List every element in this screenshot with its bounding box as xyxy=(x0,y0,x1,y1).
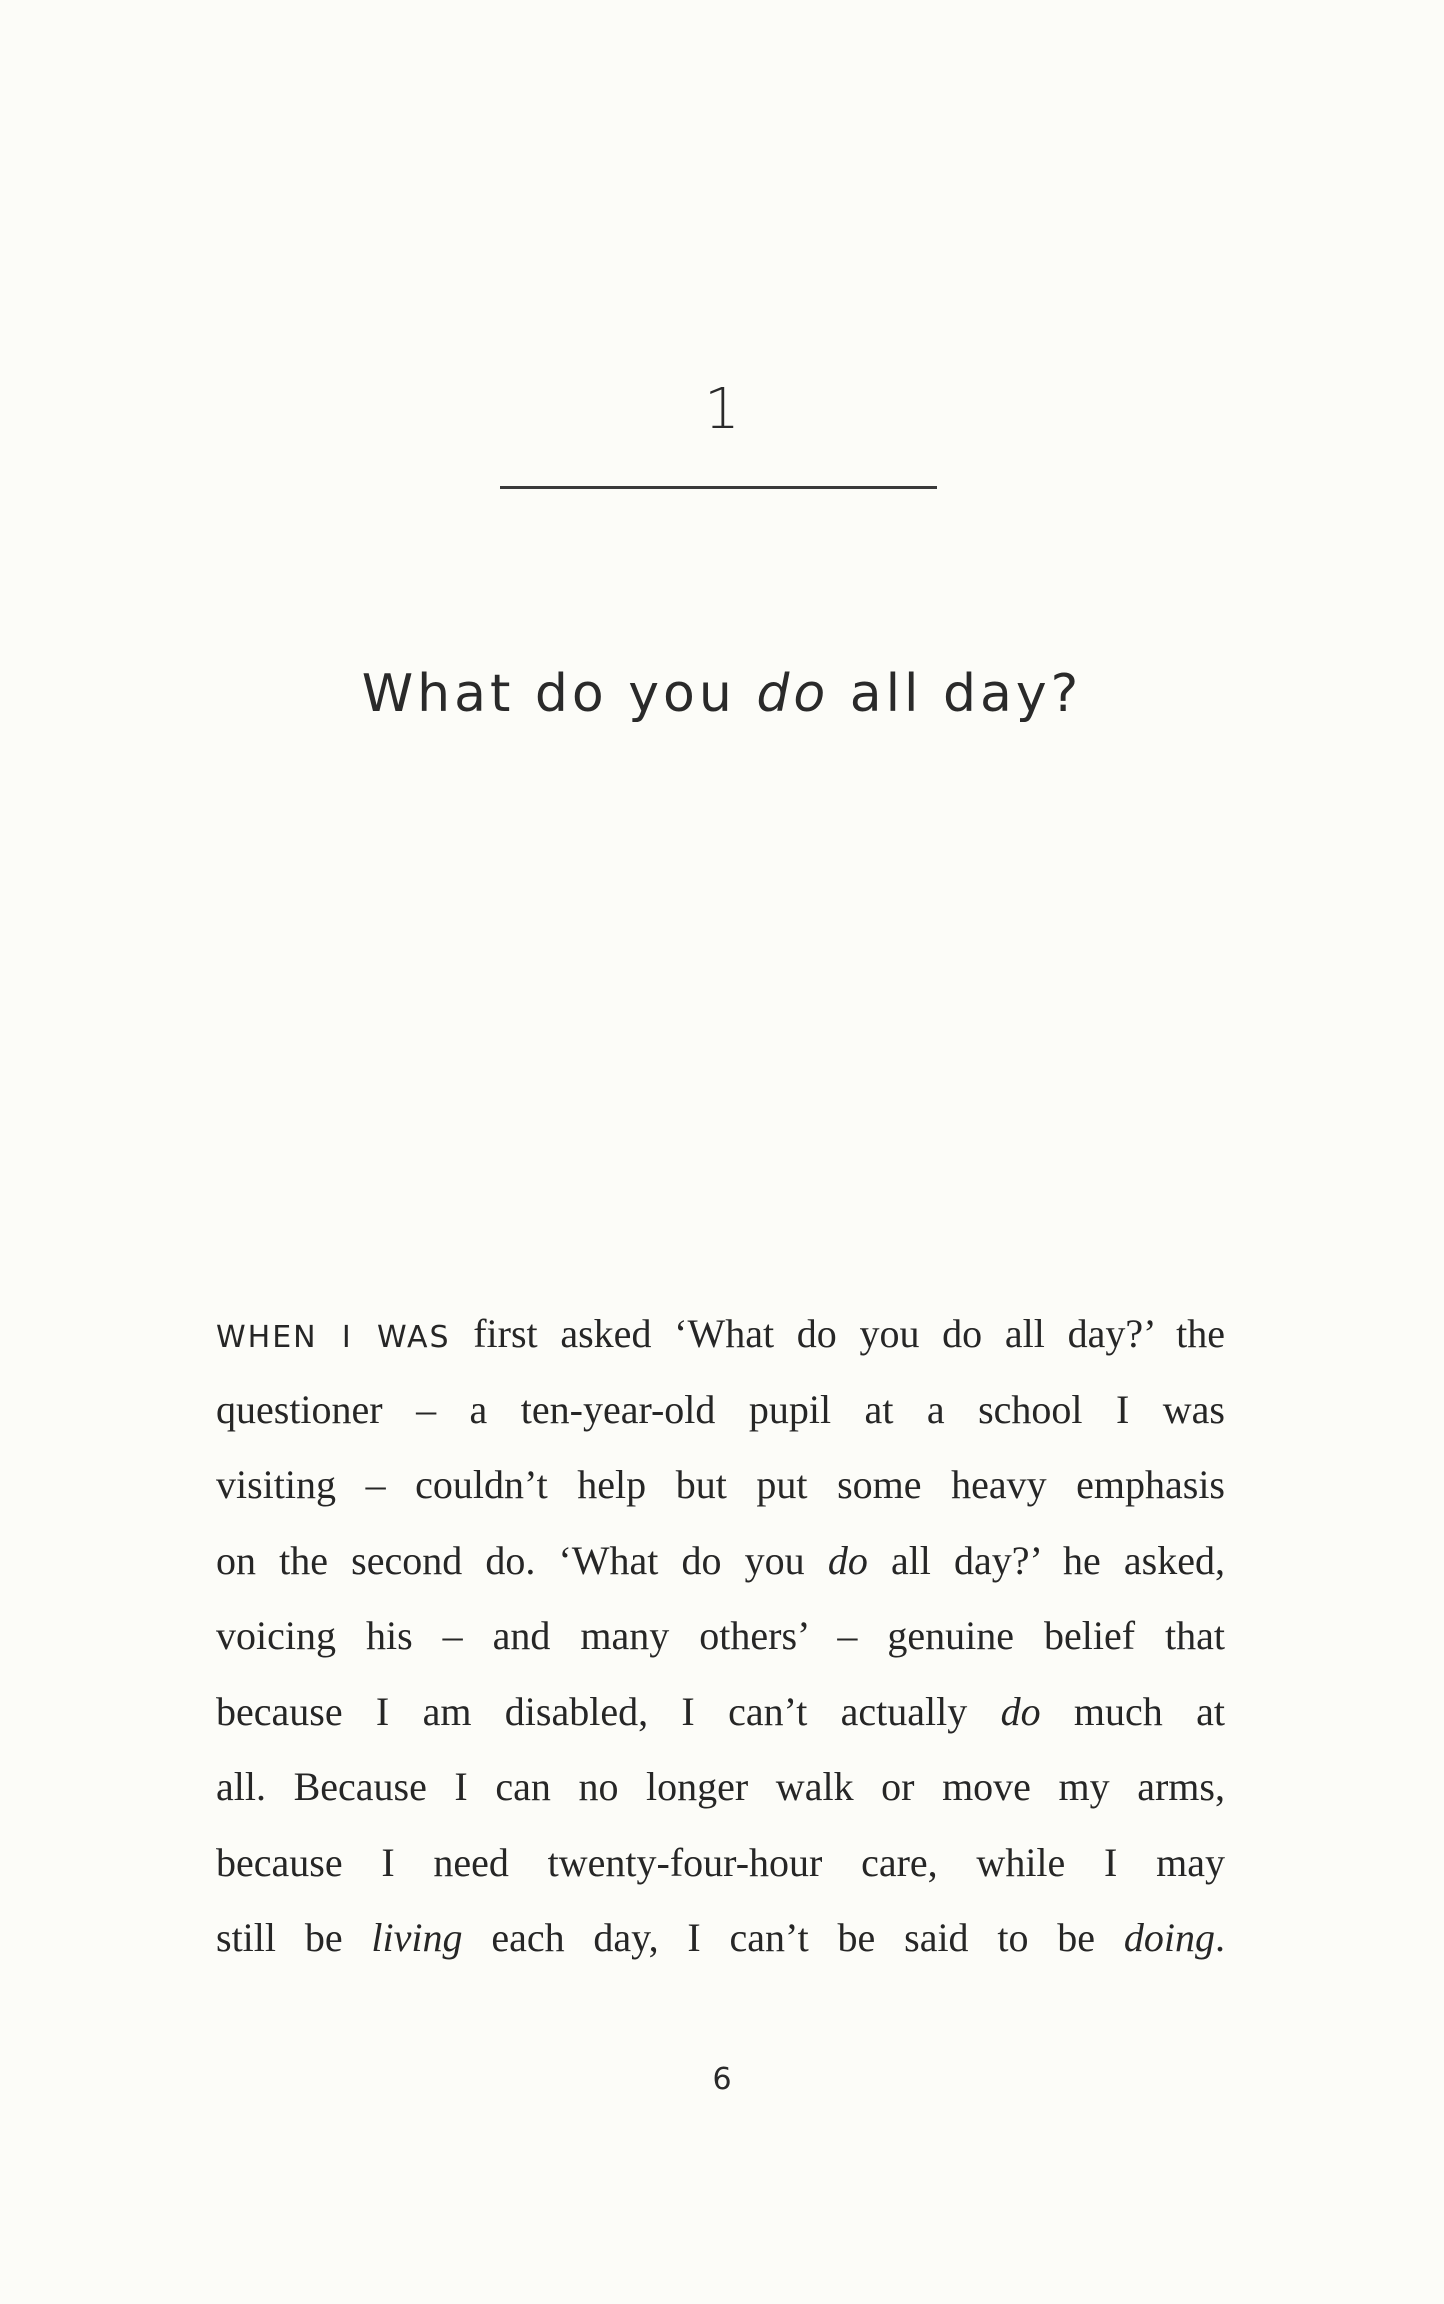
run-in-smallcaps: WHEN I WAS xyxy=(216,1320,451,1355)
body-paragraph xyxy=(216,1296,1225,1976)
chapter-title-part-2: all day? xyxy=(829,664,1083,724)
text-run: because I am disabled, I can’t actually xyxy=(216,1688,1001,1734)
text-run: visiting – couldn’t help but put some heavy emphasis xyxy=(216,1462,1225,1507)
text-run: each day, I can’t be said to be xyxy=(462,1915,1124,1960)
italic-text: do xyxy=(1000,1688,1041,1734)
chapter-title-part-1: What do you xyxy=(361,664,757,724)
text-run: first asked ‘What do you do all day?’ the xyxy=(450,1311,1225,1356)
chapter-title xyxy=(0,664,1444,724)
text-line xyxy=(216,1900,1225,1976)
italic-text: living xyxy=(371,1915,463,1960)
text-line xyxy=(216,1523,1225,1599)
chapter-rule xyxy=(500,486,937,489)
chapter-number: 1 xyxy=(704,377,740,442)
text-run: much at xyxy=(1040,1688,1226,1734)
text-line xyxy=(216,1447,1225,1523)
text-run: on the second do. ‘What do you xyxy=(216,1537,828,1583)
italic-text: do xyxy=(827,1537,868,1583)
text-line xyxy=(216,1296,1225,1372)
text-line xyxy=(216,1749,1225,1825)
italic-text: doing xyxy=(1123,1915,1216,1960)
text-run: all day?’ he asked, xyxy=(867,1537,1226,1583)
text-run: . xyxy=(1215,1915,1226,1960)
text-run: because I need twenty-four-hour care, while I may xyxy=(216,1839,1225,1885)
text-line xyxy=(216,1372,1225,1448)
text-run: questioner – a ten-year-old pupil at a school I was xyxy=(216,1386,1225,1432)
text-line xyxy=(216,1825,1225,1901)
text-run: still be xyxy=(216,1915,372,1960)
chapter-title-emphasis: do xyxy=(756,664,830,724)
text-line xyxy=(216,1674,1225,1750)
text-line xyxy=(216,1598,1225,1674)
text-run: voicing his – and many others’ – genuine belief that xyxy=(216,1613,1225,1658)
text-run: all. Because I can no longer walk or move my arms, xyxy=(216,1764,1225,1809)
page-number: 6 xyxy=(712,2062,732,2097)
